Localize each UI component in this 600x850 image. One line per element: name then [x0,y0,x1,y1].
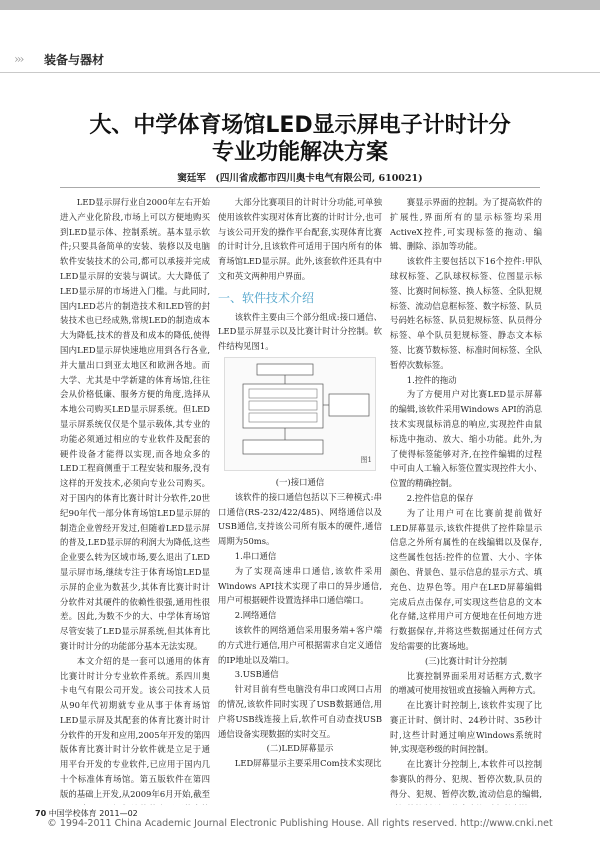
subheading: 2.网络通信 [234,610,277,621]
subheading: 3.USB通信 [234,669,279,680]
subheading: 2.控件信息的保存 [406,492,474,503]
copyright-line: © 1994-2011 China Academic Journal Electronic Publishing House. All rights reserved. http://www.cnki.net [47,818,553,829]
paragraph: LED屏幕显示主要采用Com技术实现比 [234,758,382,769]
paragraph: 大部分比赛项目的计时计分功能,可单独使用该软件实现对体育比赛的计时计分,也可与该公司开发的操作平台配套,实现体育比赛的计时计分,且该软件可适用于国内所有的体育场馆LED显示屏。此外,该套软件还具有中文和英文两种用户界面。 [218,197,382,281]
paragraph: 比赛控制界面采用对话框方式,数字的增减可使用按钮或直接输入两种方式。 [390,670,542,696]
subheading: 1.控件的拖动 [406,374,457,385]
article-title-line2: 专业功能解决方案 [211,140,388,165]
paragraph: 赛显示界面的控制。为了提高软件的扩展性,界面所有的显示标签均采用ActiveX控件,可实现标签的拖动、编辑、删除、添加等功能。 [390,197,542,252]
column-1 [60,195,210,805]
subheading: (二)LED屏幕显示 [266,743,334,754]
paragraph: 该软件的接口通信包括以下三种模式:串口通信(RS-232/422/485)、网络通信以及USB通信,支持该公司所有版本的硬件,通信周期为50ms。 [218,491,382,547]
paragraph: 该软件主要包括以下16个控件:甲队球权标签、乙队球权标签、位图显示标签、比赛时间标签、换人标签、全队犯规标签、流动信息框标签、数字标签、队员号码姓名标签、队员犯规标签、队员得分标签、单个队员犯规标签、静态文本标签、比赛节数标签、标准时间标签、全队暂停次数标签。 [390,256,542,370]
paragraph: LED显示屏行业自2000年左右开始进入产业化阶段,市场上可以方便地购买到LED显示体、控制系统。基本显示软件;只要具备简单的安装、装修以及电脑软件安装技术的公司,都可以承接并完成LED显示屏的安装与调试。大大降低了LED显示屏的市场进入门槛。与此同时,国内LED芯片的制造技术和LED管的封装技术也已经成熟,常规LED的制造成本大为降低,技术的普及和成本的降低,使得国内LED显示屏快速地应用到各行各业,并大量出口到亚太地区和欧洲各地。而大学、尤其是中学新建的体育场馆,往往会从价格低廉、服务方便的角度,选择从本地公司购买LED显示屏系统。但LED显示屏系统仅仅是个显示载体,其专业的功能必须通过相应的专业软件及配套的硬件设备才能得以实现,而各地众多的LED工程商侧重于工程安装和服务,没有这样的开发技术,必须向专业公司购买。对于国内的体育比赛计时计分软件,20世纪90年代一部分体育场馆LED显示屏的制造企业曾经开发过,但随着LED显示屏的普及,LED显示屏的利润大为降低,这些企业要么转为区域市场,要么退出了LED显示屏市场,继续专注于体育场馆LED显示屏的企业为数甚少,其体育比赛计时计分软件对其硬件的依赖性很强,通用性很差。因此,为数不少的大、中学体育场馆尽管安装了LED显示屏系统,但其体育比赛计时计分的功能部分基本无法实现。 [60,197,210,651]
top-band [0,0,600,10]
section-header [0,48,600,72]
paragraph: 在比赛计分控制上,本软件可以控制参赛队的得分、犯规、暂停次数,队员的得分、犯规、暂停次数,流动信息的编辑, [390,759,542,799]
subheading: 1.串口通信 [234,550,277,561]
page-number: 70 [35,809,47,818]
issue-number: 2011—02 [99,809,138,818]
author-line: 窦廷军 (四川省成都市四川奥卡电气有限公司, 610021) [177,173,423,184]
article-title-line1: 大、中学体育场馆LED显示屏电子计时计分 [89,113,511,138]
section-heading: 一、软件技术介绍 [218,290,315,305]
journal-name: 中国学校体育 [48,809,97,818]
subheading: (一)接口通信 [275,476,325,487]
paragraph: 该软件主要由三个部分组成:接口通信、LED显示屏显示以及比赛计时计分控制。软件结构见图1。 [218,311,382,352]
header-divider [0,72,600,73]
paragraph: 针对目前有些电脑没有串口或网口占用的情况,该软件同时实现了USB数据通信,用户将USB线连接上后,软件可自动查找USB通信设备实现数据的实时交互。 [218,684,382,739]
column-2 [218,195,382,805]
column-3 [390,195,542,805]
paragraph: 为了方便用户对比赛LED显示屏幕的编辑,该软件采用Windows API的消息技术实现鼠标消息的响应,实现控件由鼠标选中拖动、放大、缩小功能。此外,为了使得标签能够对齐,在控件编辑的过程中可由人工输入标签位置实现控件大小、位置的精确控制。 [390,389,542,489]
paragraph: 本文介绍的是一套可以通用的体育比赛计时计分专业软件系统。系四川奥卡电气有限公司开发。该公司技术人员从90年代初期就专业从事于体育场馆LED显示屏及其配套的体育比赛计时计分软件的开发和应用,2005年开发的第四版体育比赛计时计分软件就是立足于通用平台开发的专业软件,已应用于国内几十个标准体育场馆。第五版软件在第四版的基础上开发,从2009年6月开始,截至 [60,655,210,799]
subheading: (三)比赛计时计分控制 [425,655,507,666]
software-structure-diagram [225,358,375,470]
section-title: 装备与器材 [44,53,105,67]
figure-1 [224,357,376,471]
paragraph: 该软件的网络通信采用服务端+客户端的方式进行通信,用户可根据需求自定义通信的IP地址以及端口。 [218,624,382,665]
chevron-icon: ››› [14,52,23,66]
paragraph: 为了实现高速串口通信,该软件采用Windows API技术实现了串口的异步通信,用户可根据硬件设置选择串口通信端口。 [218,565,382,606]
paragraph: 在比赛计时控制上,该软件实现了比赛正计时、倒计时、24秒计时、35秒计时,这些计时通过响应Windows系统时钟,实现毫秒级的时间控制。 [390,700,542,755]
title-divider [60,187,540,188]
paragraph: 为了让用户可在比赛前提前做好LED屏幕显示,该软件提供了控件除显示信息之外所有属性的在线编辑以及保存,这些属性包括:控件的位置、大小、字体颜色、背景色、显示信息的显示方式、填充色、边界色等。用户在LED屏幕编辑完成后点击保存,可实现这些信息的文本化存储,这样用户可方便地在任何地方进行数据保存,并将这些数据通过任何方式发给需要的比赛场地。 [390,507,542,651]
figure-caption: 图1 [360,456,372,465]
